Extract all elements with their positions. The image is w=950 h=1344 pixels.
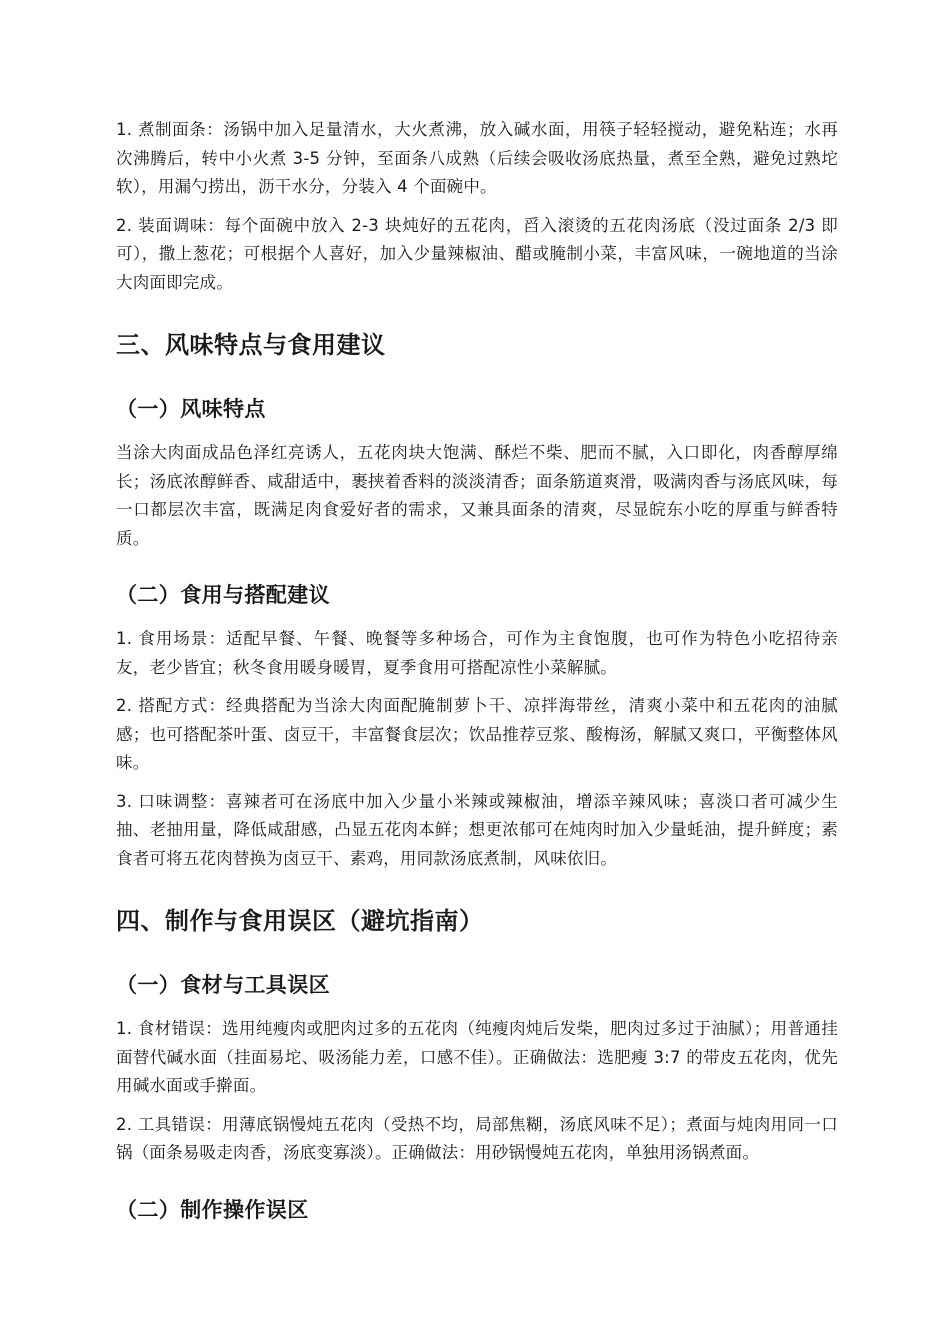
subheading-operation-mistakes: （二）制作操作误区 [116,1197,309,1222]
subheading-eating-pairing: （二）食用与搭配建议 [116,583,330,607]
tip-eating-occasion: 1. 食用场景：适配早餐、午餐、晚餐等多种场合，可作为主食饱腹，也可作为特色小吃招待亲友，老少皆宜；秋冬食用暖身暖胃，夏季食用可搭配凉性小菜解腻。 [116,629,838,677]
flavor-description: 当涂大肉面成品色泽红亮诱人，五花肉块大饱满、酥烂不柴、肥而不腻，入口即化，肉香醇厚绵长；汤底浓醇鲜香、咸甜适中，裹挟着香料的淡淡清香；面条筋道爽滑，吸满肉香与汤底风味，每一口都层次丰富，既满足肉食爱好者的需求，又兼具面条的清爽，尽显皖东小吃的厚重与鲜香特质。 [116,443,838,548]
section-heading-mistakes: 四、制作与食用误区（避坑指南） [116,907,484,935]
step-assemble-season: 2. 装面调味：每个面碗中放入 2-3 块炖好的五花肉，舀入滚烫的五花肉汤底（没过面条 2/3 即可），撒上葱花；可根据个人喜好，加入少量辣椒油、醋或腌制小菜，丰富风味，一碗地道的当涂大肉面即完成。 [116,215,838,292]
document-body [116,116,838,1240]
tip-taste-adjust: 3. 口味调整：喜辣者可在汤底中加入少量小米辣或辣椒油，增添辛辣风味；喜淡口者可减少生抽、老抽用量，降低咸甜感，凸显五花肉本鲜；想更浓郁可在炖肉时加入少量蚝油，提升鲜度；素食者可将五花肉替换为卤豆干、素鸡，用同款汤底煮制，风味依旧。 [116,791,838,868]
step-cook-noodles: 1. 煮制面条：汤锅中加入足量清水，大火煮沸，放入碱水面，用筷子轻轻搅动，避免粘连；水再次沸腾后，转中小火煮 3-5 分钟，至面条八成熟（后续会吸收汤底热量，煮至全熟，避免过熟坨软），用漏勺捞出，沥干水分，分装入 4 个面碗中。 [116,120,838,196]
mistake-ingredients: 1. 食材错误：选用纯瘦肉或肥肉过多的五花肉（纯瘦肉炖后发柴，肥肉过多过于油腻）；用普通挂面替代碱水面（挂面易坨、吸汤能力差，口感不佳）。正确做法：选肥瘦 3:7 的带皮五花肉，优先用碱水面或手擀面。 [116,1019,838,1095]
subheading-ingredient-tool-mistakes: （一）食材与工具误区 [116,973,330,997]
mistake-tools: 2. 工具错误：用薄底锅慢炖五花肉（受热不均，局部焦糊，汤底风味不足）；煮面与炖肉用同一口锅（面条易吸走肉香，汤底变寡淡）。正确做法：用砂锅慢炖五花肉，单独用汤锅煮面。 [116,1114,838,1162]
section-heading-flavor: 三、风味特点与食用建议 [116,331,386,359]
subheading-flavor-features: （一）风味特点 [116,397,266,421]
tip-pairing: 2. 搭配方式：经典搭配为当涂大肉面配腌制萝卜干、凉拌海带丝，清爽小菜中和五花肉的油腻感；也可搭配茶叶蛋、卤豆干，丰富餐食层次；饮品推荐豆浆、酸梅汤，解腻又爽口，平衡整体风味。 [116,696,838,772]
